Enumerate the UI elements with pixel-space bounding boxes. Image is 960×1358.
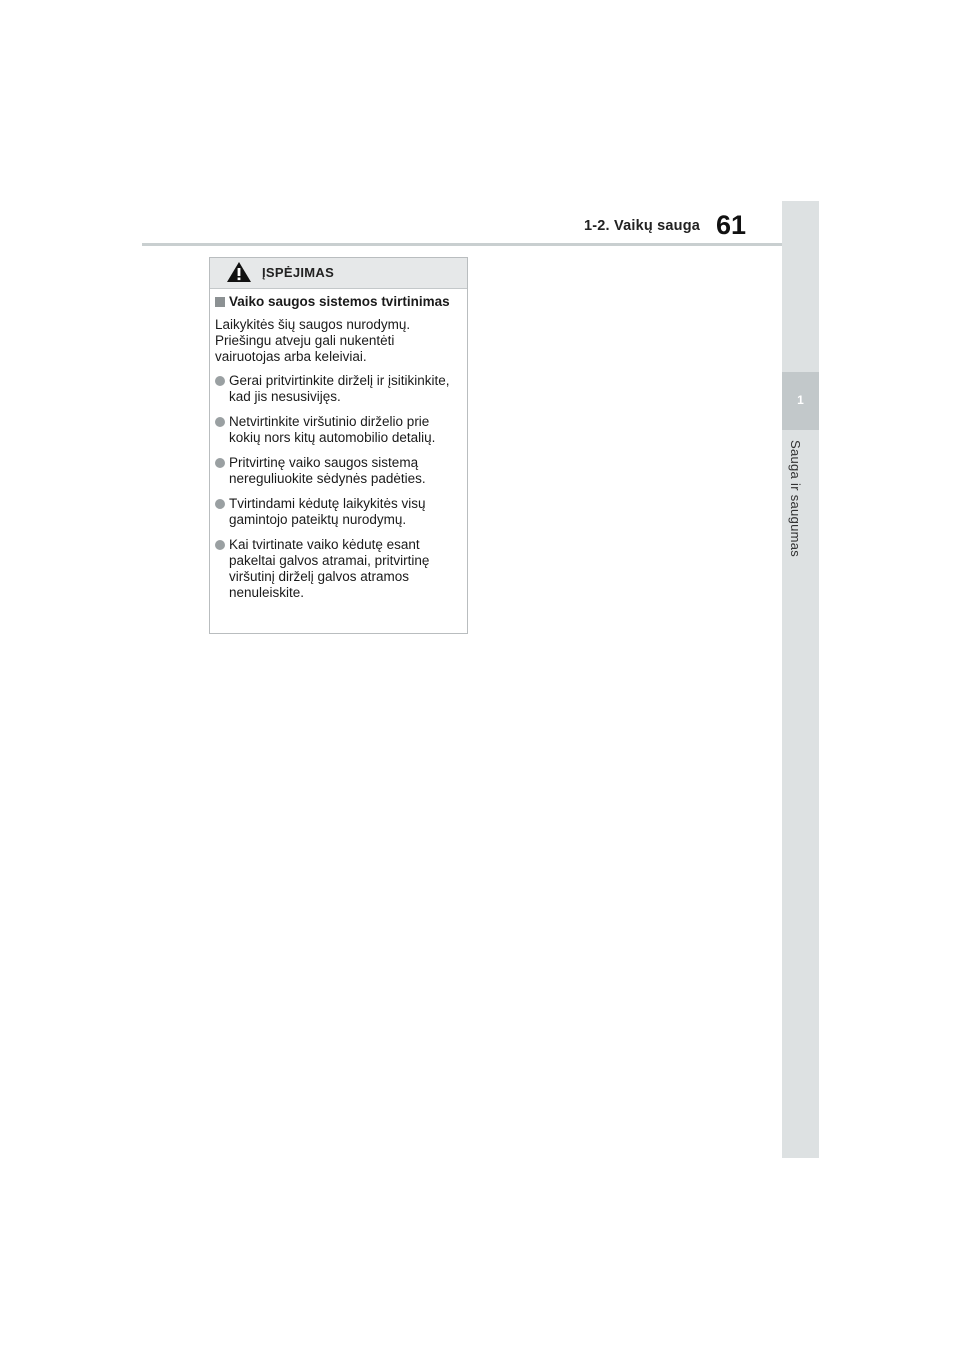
circle-bullet-icon xyxy=(215,376,225,386)
list-item xyxy=(215,455,461,487)
page-number: 61 xyxy=(716,210,747,240)
list-item xyxy=(215,496,461,528)
circle-bullet-icon xyxy=(215,499,225,509)
circle-bullet-icon xyxy=(215,540,225,550)
warning-title: ĮSPĖJIMAS xyxy=(262,265,335,280)
list-item-text: Tvirtindami kėdutę laikykitės visų gamintojo pateiktų nurodymų. xyxy=(229,496,426,527)
list-item xyxy=(215,414,461,446)
warning-subheading xyxy=(215,294,461,310)
circle-bullet-icon xyxy=(215,458,225,468)
list-item-text: Pritvirtinę vaiko saugos sistemą nereguliuokite sėdynės padėties. xyxy=(229,455,426,486)
square-bullet-icon xyxy=(215,297,225,307)
warning-box xyxy=(209,257,468,634)
side-tab xyxy=(782,201,819,1158)
list-item xyxy=(215,537,461,601)
chapter-number: 1 xyxy=(797,393,804,407)
section-title: 1-2. Vaikų sauga xyxy=(584,218,701,234)
warning-subheading-text: Vaiko saugos sistemos tvirtinimas xyxy=(229,294,450,309)
warning-header xyxy=(210,258,467,289)
list-item-text: Gerai pritvirtinkite dirželį ir įsitikinkite, kad jis nesusivijęs. xyxy=(229,373,450,404)
circle-bullet-icon xyxy=(215,417,225,427)
list-item-text: Kai tvirtinate vaiko kėdutę esant pakeltai galvos atramai, pritvirtinę viršutinį dirželį galvos atramos nenuleiskite. xyxy=(229,537,430,600)
list-item xyxy=(215,373,461,405)
chapter-label: Sauga ir saugumas xyxy=(788,440,803,558)
list-item-text: Netvirtinkite viršutinio dirželio prie kokių nors kitų automobilio detalių. xyxy=(229,414,436,445)
warning-triangle-icon xyxy=(226,261,252,283)
warning-intro: Laikykitės šių saugos nurodymų. Priešingu atveju gali nukentėti vairuotojas arba keleiviai. xyxy=(215,317,411,364)
header-rule xyxy=(142,243,782,246)
warning-body xyxy=(210,289,467,601)
